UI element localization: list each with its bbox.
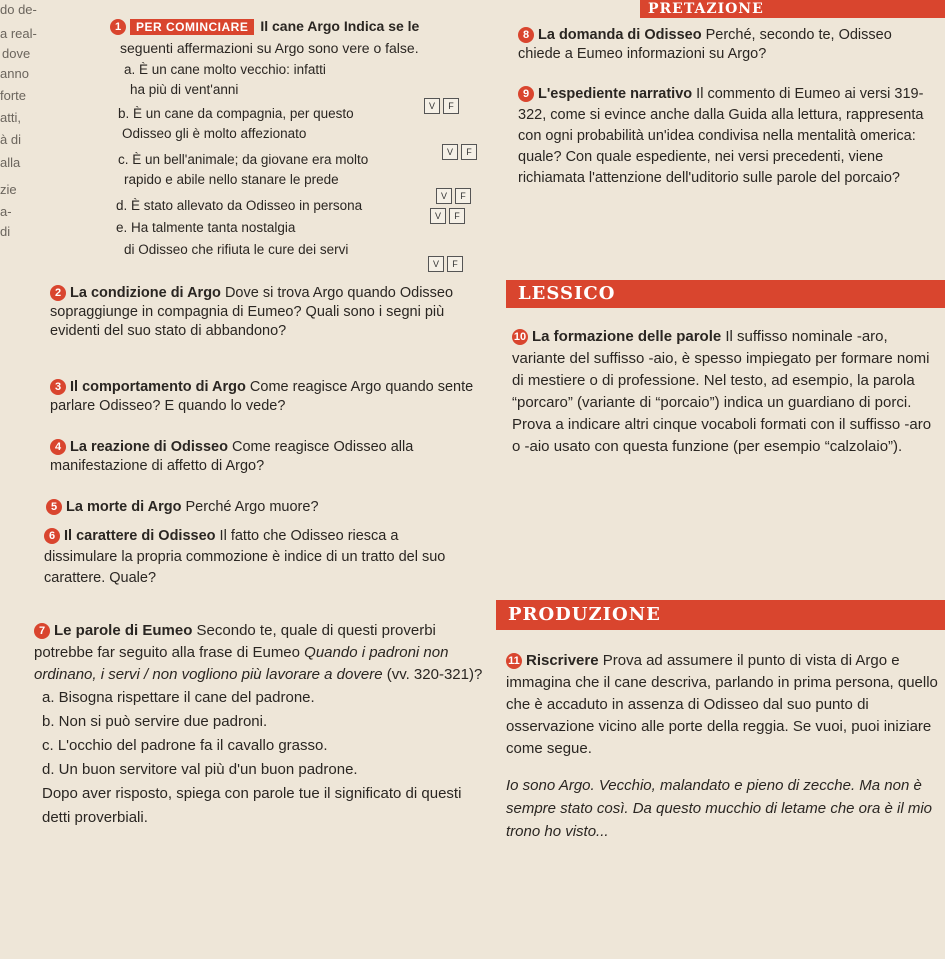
question-11 bbox=[506, 650, 938, 843]
question-text: Come reagisce Argo quando sente parlare Odisseo? E quando lo vede? bbox=[50, 379, 474, 414]
question-title: Il carattere di Odisseo bbox=[64, 528, 216, 544]
section-heading-lessico: LESSICO bbox=[506, 280, 945, 308]
statement-a-line2: ha più di vent'anni bbox=[130, 82, 239, 97]
question-title: Le parole di Eumeo bbox=[54, 622, 193, 639]
q1-heading bbox=[110, 18, 419, 35]
section-heading-interpretazione: PRETAZIONE bbox=[640, 0, 945, 18]
vf-boxes-d[interactable] bbox=[430, 206, 465, 224]
q1-intro-text: seguenti affermazioni su Argo sono vere o false. bbox=[120, 40, 419, 56]
question-2 bbox=[50, 284, 470, 341]
proverb-item: c. L'occhio del padrone fa il cavallo grasso. bbox=[42, 737, 328, 754]
question-number: 2 bbox=[50, 285, 66, 301]
intro-banner: PER COMINCIARE bbox=[130, 19, 254, 35]
vf-boxes-c[interactable] bbox=[436, 186, 471, 204]
question-6 bbox=[44, 526, 464, 589]
q1-title: Il cane Argo Indica se le bbox=[260, 18, 420, 34]
question-title: La condizione di Argo bbox=[70, 285, 221, 301]
statement-b-line2: Odisseo gli è molto affezionato bbox=[122, 126, 307, 141]
question-7 bbox=[34, 620, 484, 830]
proverb-item: b. Non si può servire due padroni. bbox=[42, 713, 268, 730]
true-checkbox[interactable]: V bbox=[424, 98, 440, 114]
vf-boxes-b[interactable] bbox=[442, 142, 477, 160]
question-number: 8 bbox=[518, 27, 534, 43]
margin-fragment: à di bbox=[0, 132, 21, 147]
question-3 bbox=[50, 378, 480, 416]
question-text: Il fatto che Odisseo riesca a dissimulare la propria commozione è indice di un tratto del suo carattere. Quale? bbox=[44, 528, 446, 586]
question-number: 7 bbox=[34, 623, 50, 639]
statement-a-line1: a. È un cane molto vecchio: infatti bbox=[124, 62, 326, 77]
eumeo-quote: Quando i padroni non ordinano, i servi / non vogliono più lavorare a dovere bbox=[34, 644, 449, 683]
margin-fragment: di bbox=[0, 224, 11, 239]
question-text: Perché, secondo te, Odisseo chiede a Eumeo informazioni su Argo? bbox=[518, 27, 892, 62]
question-text: Il suffisso nominale -aro, variante del suffisso -aio, è spesso impiegato per formare nomi di mestiere o di professione. Nel testo, ad esempio, la parola “porcaro” (variante di “porcaio”) indica un guardiano di porci. Prova a indicare altri cinque vocaboli formati con il suffisso -aro o -aio usato con questa funzione (per esempio “calzolaio”). bbox=[512, 328, 932, 455]
question-number: 3 bbox=[50, 379, 66, 395]
question-number: 4 bbox=[50, 439, 66, 455]
false-checkbox[interactable]: F bbox=[443, 98, 459, 114]
true-checkbox[interactable]: V bbox=[430, 208, 446, 224]
proverb-item: d. Un buon servitore val più d'un buon padrone. bbox=[42, 761, 358, 778]
q7-follow-up: Dopo aver risposto, spiega con parole tue il significato di questi detti proverbiali. bbox=[42, 785, 462, 826]
statement-c-line1: c. È un bell'animale; da giovane era molto bbox=[118, 152, 369, 167]
statement-e-line2: di Odisseo che rifiuta le cure dei servi bbox=[124, 242, 349, 257]
question-title: Riscrivere bbox=[526, 652, 599, 669]
question-title: L'espediente narrativo bbox=[538, 86, 693, 102]
section-heading-produzione: PRODUZIONE bbox=[496, 600, 945, 630]
false-checkbox[interactable]: F bbox=[447, 256, 463, 272]
question-title: La domanda di Odisseo bbox=[538, 27, 702, 43]
question-4 bbox=[50, 438, 470, 476]
margin-fragment: forte bbox=[0, 88, 27, 103]
true-checkbox[interactable]: V bbox=[428, 256, 444, 272]
question-9 bbox=[518, 84, 938, 189]
verse-reference: (vv. 320-321)? bbox=[386, 666, 483, 683]
question-text: Prova ad assumere il punto di vista di Argo e immagina che il cane descriva, parlando in prima persona, quello che è accaduto in assenza di Odisseo dal suo punto di osservazione vicino alle porte della reggia. Se vuoi, puoi iniziare come segue. bbox=[506, 652, 938, 757]
question-text: Perché Argo muore? bbox=[185, 499, 319, 515]
false-checkbox[interactable]: F bbox=[449, 208, 465, 224]
question-title: La formazione delle parole bbox=[532, 328, 722, 345]
question-8 bbox=[518, 26, 938, 64]
question-number: 6 bbox=[44, 528, 60, 544]
question-number: 11 bbox=[506, 653, 522, 669]
question-number: 10 bbox=[513, 331, 527, 343]
margin-fragment: do de- bbox=[0, 2, 37, 17]
question-title: La morte di Argo bbox=[66, 499, 182, 515]
margin-fragment: a real- bbox=[0, 26, 37, 41]
statement-b-line1: b. È un cane da compagnia, per questo bbox=[118, 106, 354, 121]
vf-boxes-e[interactable] bbox=[428, 254, 463, 272]
proverb-item: a. Bisogna rispettare il cane del padrone. bbox=[42, 689, 315, 706]
false-checkbox[interactable]: F bbox=[455, 188, 471, 204]
question-text: Il commento di Eumeo ai versi 319-322, come si evince anche dalla Guida alla lettura, rappresenta con ogni probabilità un'idea condivisa nella mentalità omerica: quale? Con quale espediente, nei versi precedenti, viene richiamata l'attenzione dell'uditorio sulle parole del porcaio? bbox=[518, 86, 924, 186]
question-title: La reazione di Odisseo bbox=[70, 439, 228, 455]
question-5 bbox=[46, 498, 466, 517]
statement-e-line1: e. Ha talmente tanta nostalgia bbox=[116, 220, 296, 235]
vf-boxes-a[interactable] bbox=[424, 96, 459, 114]
q11-incipit: Io sono Argo. Vecchio, malandato e pieno di zecche. Ma non è sempre stato così. Da questo mucchio di letame che ora è il mio trono ho visto... bbox=[506, 777, 933, 840]
false-checkbox[interactable]: F bbox=[461, 144, 477, 160]
question-number: 9 bbox=[518, 86, 534, 102]
question-title: Il comportamento di Argo bbox=[70, 379, 246, 395]
margin-fragment: atti, bbox=[0, 110, 21, 125]
question-text: Come reagisce Odisseo alla manifestazione di affetto di Argo? bbox=[50, 439, 414, 474]
true-checkbox[interactable]: V bbox=[442, 144, 458, 160]
statement-d: d. È stato allevato da Odisseo in persona bbox=[116, 198, 363, 213]
margin-fragment: anno bbox=[0, 66, 29, 81]
question-number: 5 bbox=[46, 499, 62, 515]
question-text: Dove si trova Argo quando Odisseo sopraggiunge in compagnia di Eumeo? Quali sono i segni più evidenti del suo stato di abbandono? bbox=[50, 285, 454, 339]
margin-fragment: a- bbox=[0, 204, 12, 219]
question-10 bbox=[512, 326, 940, 458]
margin-fragment: dove bbox=[2, 46, 31, 61]
true-checkbox[interactable]: V bbox=[436, 188, 452, 204]
question-number-1: 1 bbox=[110, 19, 126, 35]
question-text: Secondo te, quale di questi proverbi potrebbe far seguito alla frase di Eumeo bbox=[34, 622, 436, 661]
statement-c-line2: rapido e abile nello stanare le prede bbox=[124, 172, 339, 187]
margin-fragment: zie bbox=[0, 182, 17, 197]
margin-fragment: alla bbox=[0, 155, 21, 170]
